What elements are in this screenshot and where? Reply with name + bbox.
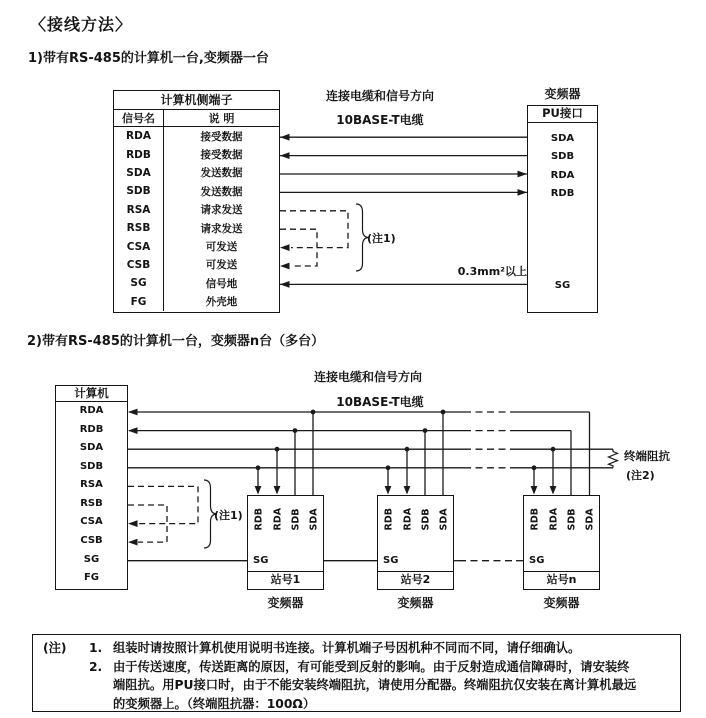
signal-name: CSB [114, 256, 164, 274]
computer-signal: RSA [80, 479, 103, 491]
signal-desc: 发送数据 [200, 167, 243, 180]
signal-name: CSA [114, 237, 164, 255]
inverter-terminal: RDB [550, 188, 575, 199]
inverter-terminal: SDB [550, 151, 575, 162]
computer-terminal-table [113, 90, 280, 313]
wire-gauge-label: 0.3mm²以上 [457, 265, 527, 278]
station-terminal: SDA [584, 507, 596, 530]
table-row [114, 256, 279, 274]
note-text: 组装时请按照计算机使用说明书连接。计算机端子号因机种不同而不同，请仔细确认。 [113, 641, 581, 655]
station-caption: 变频器 [543, 596, 580, 610]
station-sg-label: SG [253, 555, 269, 566]
computer-signal: RDA [79, 405, 104, 416]
station-terminal: RDA [272, 507, 284, 530]
station-box [377, 495, 454, 590]
table-row [114, 145, 279, 163]
terminator-note: (注2) [626, 469, 655, 482]
inverter-terminal: SDA [550, 133, 575, 144]
signal-name: RSB [114, 219, 164, 237]
pu-port-label: PU接口 [528, 106, 597, 123]
table-row [114, 293, 279, 311]
computer-title: 计算机 [56, 386, 127, 402]
station-box [523, 495, 600, 590]
station-terminal: RDA [548, 507, 560, 530]
column-header-signal: 信号名 [114, 110, 164, 126]
terminator-label: 终端阻抗 [624, 449, 670, 463]
section2-heading: 2)带有RS-485的计算机一台，变频器n台（多台） [27, 334, 325, 349]
computer-signal: CSA [80, 516, 103, 528]
note-prefix: (注) [43, 641, 67, 655]
station-caption: 变频器 [267, 596, 304, 610]
station-sg-label: SG [529, 555, 545, 566]
computer-signal: FG [83, 572, 100, 584]
note-text: 端阻抗。用PU接口时，由于不能安装终端阻抗，请使用分配器。终端阻抗仅安装在离计算机最远 [113, 678, 637, 693]
inverter-terminal: RDA [550, 169, 575, 181]
section1-heading: 1)带有RS-485的计算机一台,变频器一台 [28, 51, 269, 66]
signal-name: SDA [114, 164, 164, 182]
cable-direction-label: 连接电缆和信号方向 [325, 89, 434, 103]
station-terminal: SDB [566, 508, 578, 530]
station-n [523, 495, 600, 610]
table-row [114, 201, 279, 219]
page-title: 〈接线方法〉 [30, 15, 133, 34]
table-row [114, 237, 279, 255]
table-row [114, 182, 279, 200]
cable-type-label: 10BASE-T电缆 [336, 395, 424, 409]
cable-type-label: 10BASE-T电缆 [336, 113, 424, 127]
station-terminal: RDB [529, 507, 541, 530]
station-terminal: RDB [383, 507, 395, 530]
signal-desc: 外壳地 [205, 296, 238, 309]
station-sg-label: SG [383, 555, 399, 566]
note-line [43, 639, 680, 658]
signal-desc: 请求发送 [200, 222, 243, 235]
signal-name: FG [114, 293, 164, 311]
table-title: 计算机侧端子 [114, 91, 279, 110]
note-line [43, 695, 680, 714]
note-text: 的变频器上。（终端阻抗器：100Ω） [113, 696, 316, 711]
computer-box [55, 385, 128, 590]
station-terminal: SDA [308, 507, 320, 530]
computer-signal: SG [83, 553, 100, 565]
station-1 [247, 495, 324, 610]
signal-desc: 接受数据 [200, 130, 243, 143]
table-row [114, 219, 279, 237]
station-name: 站号1 [248, 571, 323, 589]
note-item-number: 2. [89, 659, 103, 674]
note-line [43, 676, 680, 695]
signal-desc: 可发送 [205, 259, 238, 272]
column-header-desc: 说 明 [208, 112, 235, 125]
computer-signal: RDB [79, 423, 104, 435]
station-terminal: RDA [402, 507, 414, 530]
station-caption: 变频器 [397, 596, 434, 610]
computer-signal: RSB [80, 497, 103, 509]
signal-desc: 接受数据 [200, 149, 243, 162]
station-2 [377, 495, 454, 610]
table-column-header [114, 110, 279, 127]
station-name: 站号n [524, 571, 599, 589]
signal-name: SDB [114, 182, 164, 200]
station-name: 站号2 [378, 571, 453, 589]
signal-desc: 发送数据 [200, 185, 243, 198]
signal-name: RDB [114, 145, 164, 163]
cable-direction-label: 连接电缆和信号方向 [313, 370, 422, 384]
signal-desc: 信号地 [205, 277, 238, 290]
computer-signal: SDB [79, 460, 104, 472]
station-box [247, 495, 324, 590]
inverter-title: 变频器 [544, 87, 581, 101]
table-row [114, 274, 279, 292]
table-row [114, 164, 279, 182]
note1-ref-label: (注1) [214, 509, 243, 522]
note-text: 由于传送速度，传送距离的原因，有可能受到反射的影响。由于反射造成通信障碍时，请安装终 [113, 659, 630, 674]
computer-signal: SDA [79, 442, 104, 454]
signal-name: RDA [114, 127, 164, 145]
note-line [43, 658, 680, 677]
inverter-terminal-sg: SG [554, 280, 571, 291]
note1-ref-label: (注1) [367, 232, 396, 245]
station-terminal: SDA [438, 507, 450, 530]
signal-name: RSA [114, 201, 164, 219]
station-terminal: SDB [290, 508, 302, 530]
notes-box [32, 634, 681, 712]
table-row [114, 127, 279, 145]
station-terminal: SDB [420, 508, 432, 530]
signal-desc: 请求发送 [200, 204, 243, 217]
note-item-number: 1. [89, 641, 103, 655]
station-terminal: RDB [253, 507, 265, 530]
computer-signal: CSB [80, 535, 103, 547]
signal-name: SG [114, 274, 164, 292]
signal-desc: 可发送 [205, 241, 238, 254]
inverter-box [527, 105, 598, 313]
